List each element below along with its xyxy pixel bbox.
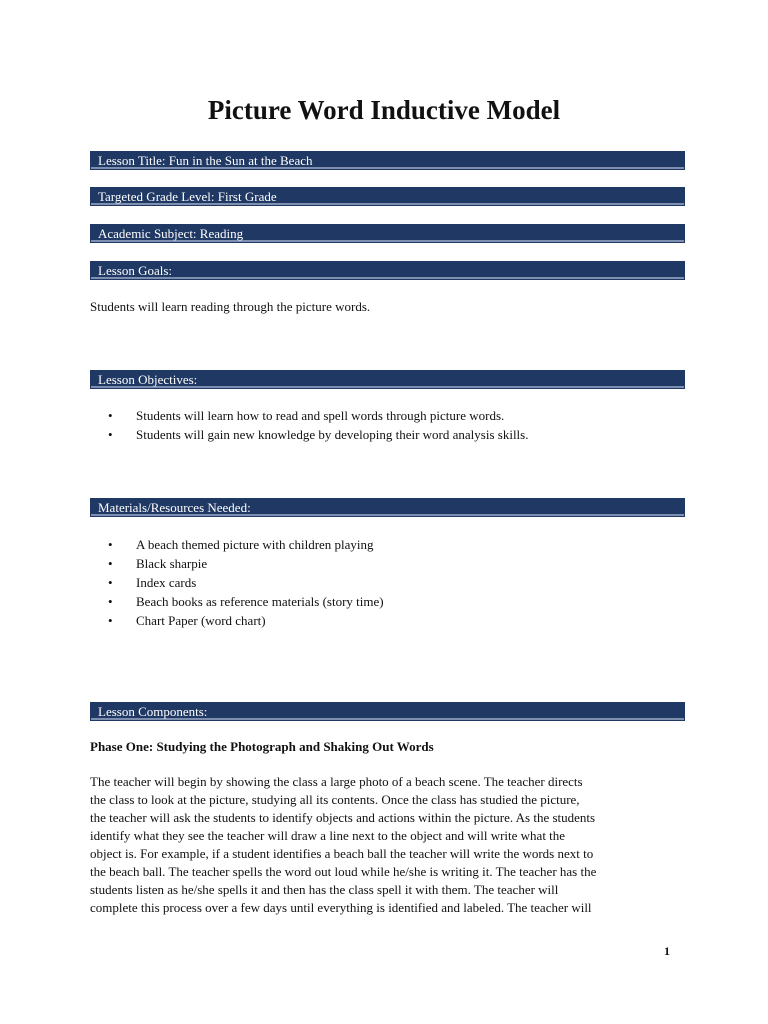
list-item: • Students will gain new knowledge by developing their word analysis skills. xyxy=(108,427,529,442)
list-item: • Students will learn how to read and spell words through picture words. xyxy=(108,408,505,423)
grade-level-bar: Targeted Grade Level: First Grade xyxy=(90,187,685,206)
body-line: The teacher will begin by showing the class a large photo of a beach scene. The teacher directs xyxy=(90,774,583,789)
body-line: object is. For example, if a student identifies a beach ball the teacher will write the words next to xyxy=(90,846,594,861)
bullet-icon: • xyxy=(108,613,113,628)
document-title: Picture Word Inductive Model xyxy=(207,95,561,125)
components-bar: Lesson Components: xyxy=(90,702,685,721)
body-line: the class to look at the picture, studying all its contents. Once the class has studied the picture, xyxy=(90,792,580,807)
bullet-icon: • xyxy=(108,556,113,571)
bullet-icon: • xyxy=(108,594,113,609)
goals-bar: Lesson Goals: xyxy=(90,261,685,280)
subject-bar: Academic Subject: Reading xyxy=(90,224,685,243)
lesson-title-bar: Lesson Title: Fun in the Sun at the Beach xyxy=(90,151,685,170)
list-item: • Black sharpie xyxy=(108,556,208,571)
body-line: identify what they see the teacher will draw a line next to the object and will write what the xyxy=(90,828,566,843)
objectives-bar: Lesson Objectives: xyxy=(90,370,685,389)
materials-list xyxy=(108,535,678,630)
body-line: complete this process over a few days until everything is identified and labeled. The teacher will xyxy=(90,900,592,915)
body-line: students listen as he/she spells it and then has the class spell it with them. The teacher will xyxy=(90,882,559,897)
phase-one-body xyxy=(90,773,680,917)
objectives-list xyxy=(108,406,678,444)
bullet-icon: • xyxy=(108,537,113,552)
goals-text: Students will learn reading through the picture words. xyxy=(90,299,371,314)
list-item: • Chart Paper (word chart) xyxy=(108,613,266,628)
bullet-icon: • xyxy=(108,575,113,590)
bullet-icon: • xyxy=(108,408,113,423)
materials-bar: Materials/Resources Needed: xyxy=(90,498,685,517)
list-item: • Beach books as reference materials (story time) xyxy=(108,594,384,609)
bullet-icon: • xyxy=(108,427,113,442)
list-item: • A beach themed picture with children playing xyxy=(108,537,374,552)
phase-one-heading: Phase One: Studying the Photograph and Shaking Out Words xyxy=(90,739,434,754)
body-line: the teacher will ask the students to identify objects and actions within the picture. As the students xyxy=(90,810,596,825)
body-line: the beach ball. The teacher spells the word out loud while he/she is writing it. The teacher has the xyxy=(90,864,597,879)
page-number: 1 xyxy=(664,944,670,958)
list-item: • Index cards xyxy=(108,575,197,590)
